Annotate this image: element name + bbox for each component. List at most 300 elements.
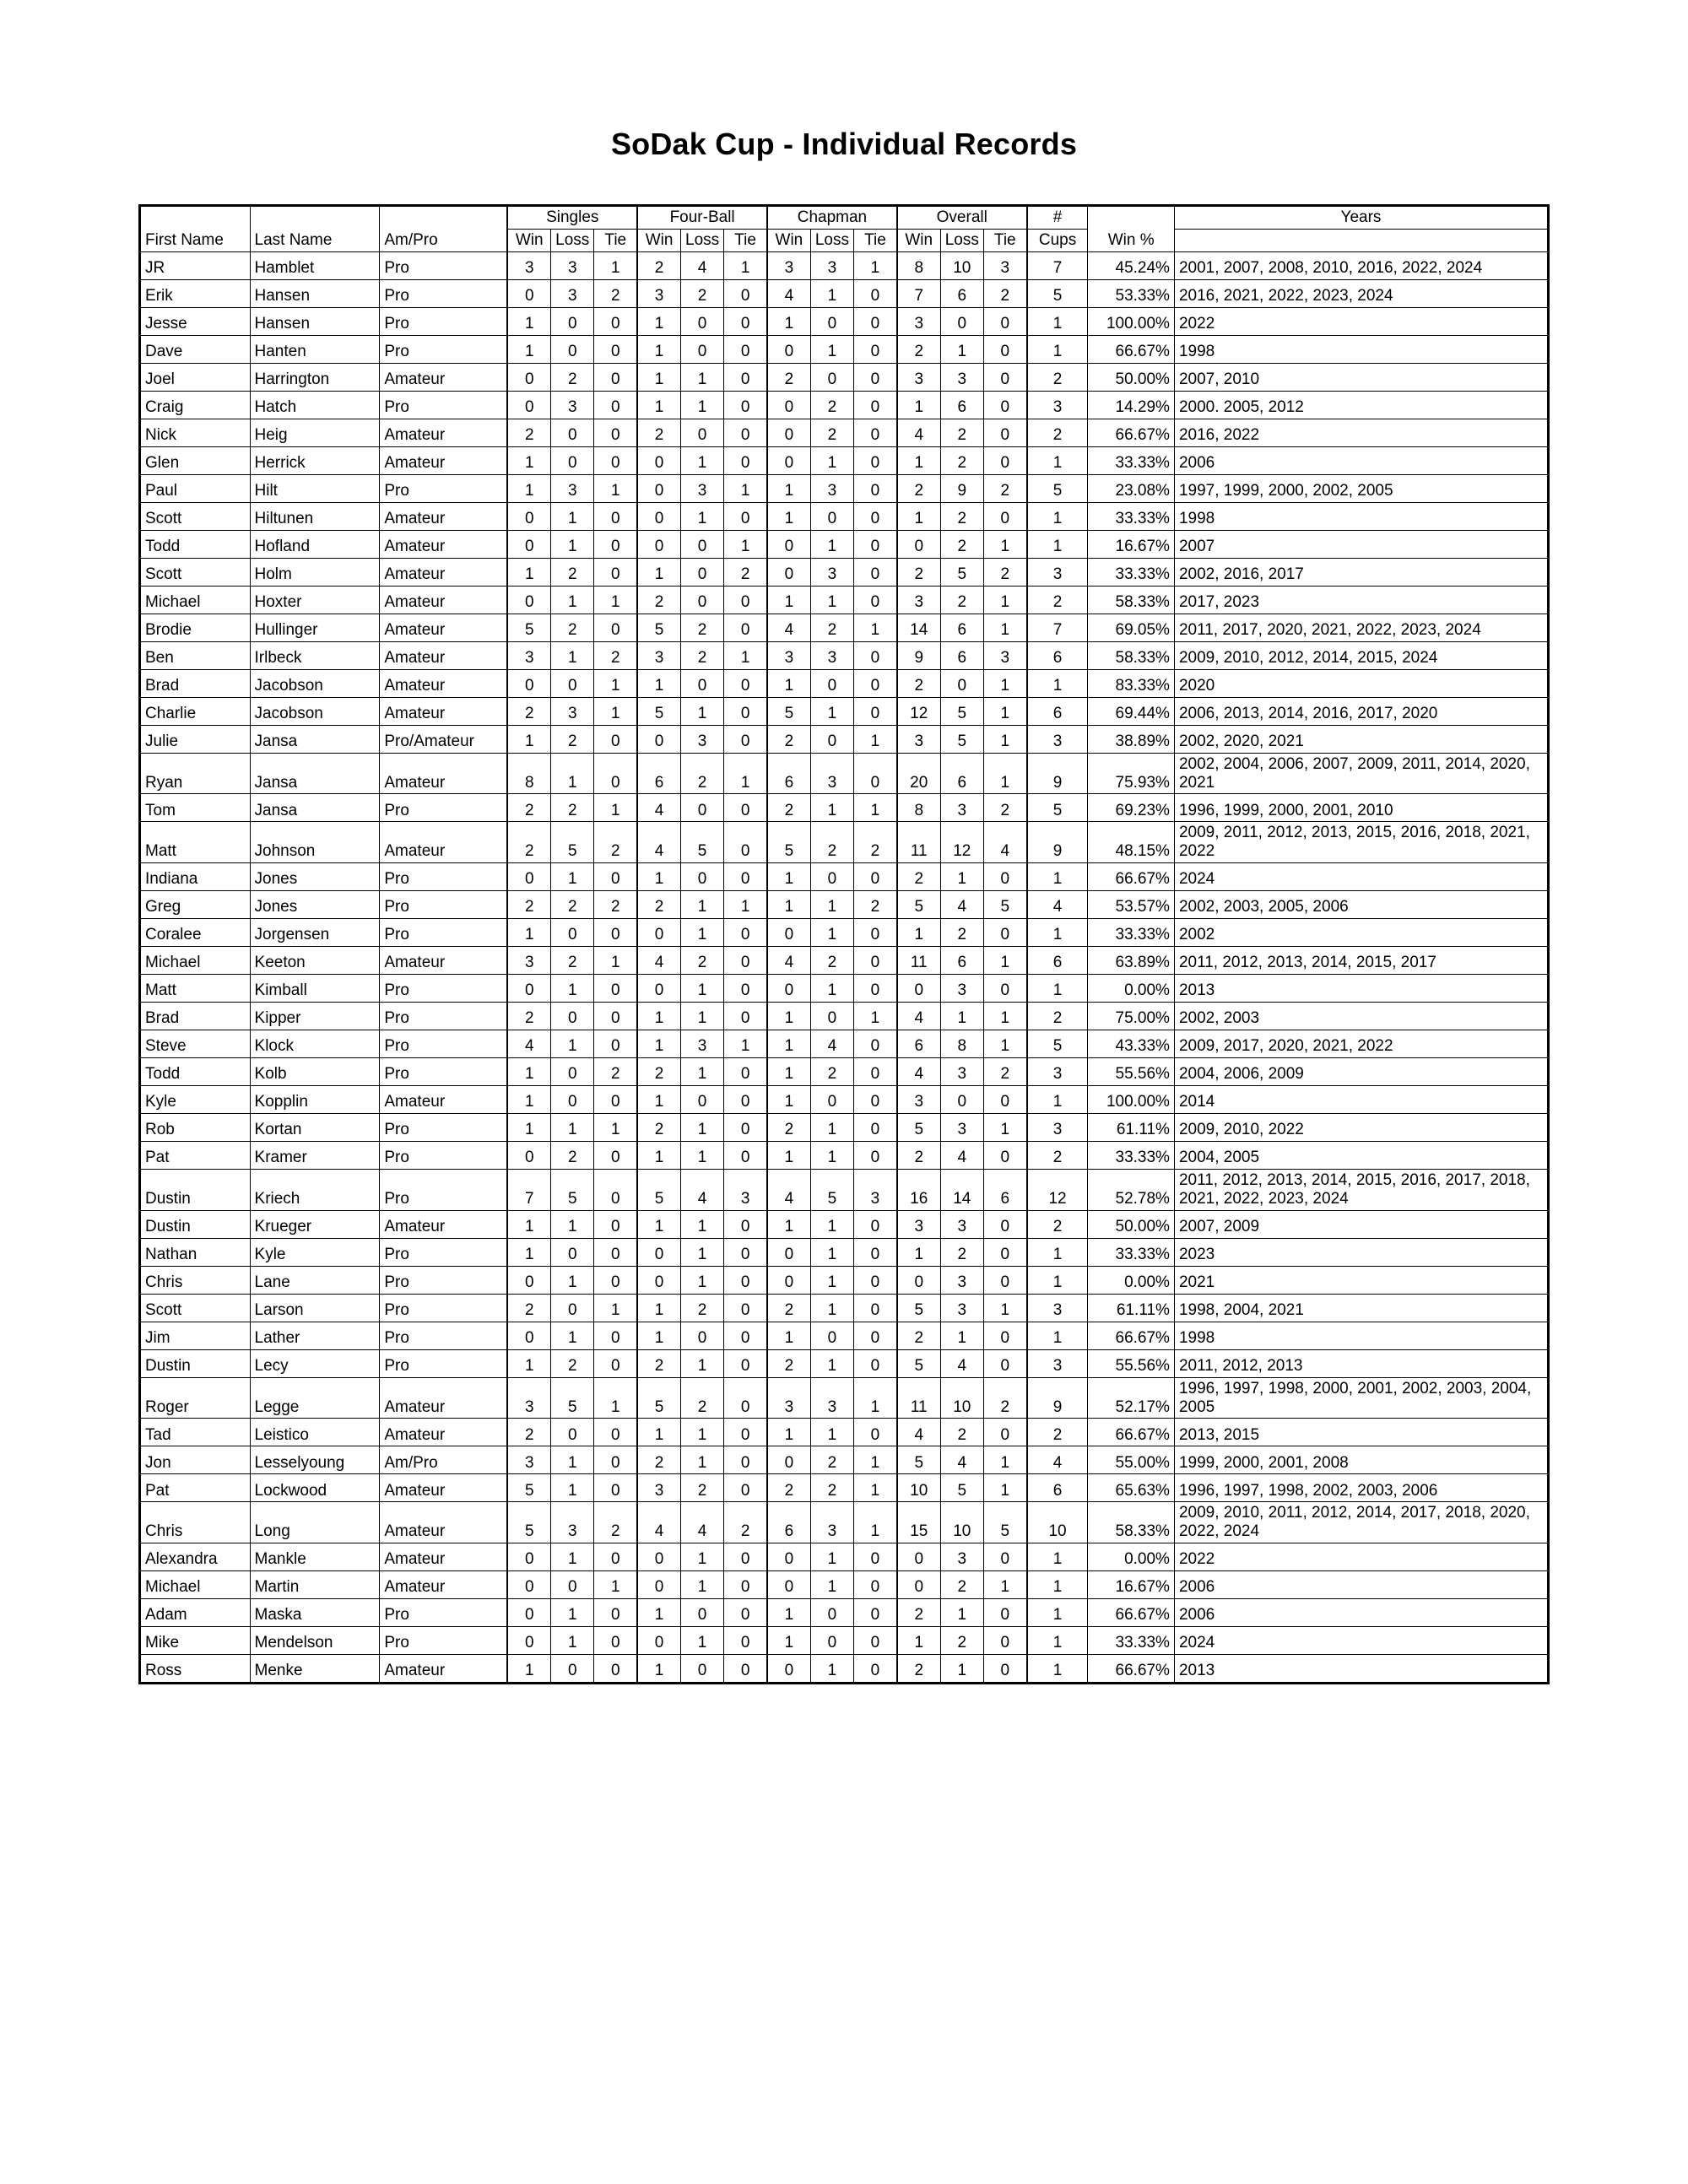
- cell-fourball-tie: 0: [724, 1377, 767, 1419]
- cell-fourball-win: 1: [637, 1030, 680, 1058]
- cell-overall-tie: 1: [983, 725, 1026, 753]
- cell-years: 2002: [1174, 919, 1548, 947]
- cell-fourball-loss: 1: [680, 363, 723, 391]
- cell-years: 1998, 2004, 2021: [1174, 1294, 1548, 1322]
- cell-fourball-win: 0: [637, 1627, 680, 1655]
- cell-last-name: Keeton: [250, 947, 380, 975]
- cell-last-name: Harrington: [250, 363, 380, 391]
- table-row: [140, 1058, 1549, 1086]
- cell-win-pct: 69.44%: [1088, 697, 1175, 725]
- cell-am-pro: Amateur: [380, 363, 508, 391]
- cell-first-name: Craig: [140, 391, 251, 419]
- cell-singles-win: 1: [507, 1349, 550, 1377]
- cell-overall-win: 2: [897, 1322, 940, 1349]
- cell-singles-win: 0: [507, 530, 550, 558]
- cell-chapman-win: 1: [767, 1030, 810, 1058]
- cell-win-pct: 100.00%: [1088, 1086, 1175, 1114]
- cell-chapman-loss: 1: [810, 1294, 853, 1322]
- cell-chapman-loss: 1: [810, 1543, 853, 1571]
- cell-chapman-tie: 0: [854, 1030, 897, 1058]
- cell-chapman-win: 4: [767, 947, 810, 975]
- cell-last-name: Menke: [250, 1655, 380, 1684]
- cell-chapman-win: 4: [767, 1170, 810, 1211]
- table-row: [140, 307, 1549, 335]
- cell-fourball-tie: 0: [724, 391, 767, 419]
- page-title: SoDak Cup - Individual Records: [610, 127, 1078, 161]
- cell-chapman-win: 2: [767, 794, 810, 822]
- cell-am-pro: Amateur: [380, 1502, 508, 1543]
- cell-singles-loss: 0: [551, 1655, 594, 1684]
- cell-first-name: Charlie: [140, 697, 251, 725]
- cell-overall-win: 9: [897, 641, 940, 669]
- cell-overall-loss: 5: [940, 725, 983, 753]
- cell-win-pct: 75.00%: [1088, 1003, 1175, 1030]
- cell-overall-win: 5: [897, 891, 940, 919]
- cell-first-name: Joel: [140, 363, 251, 391]
- cell-singles-tie: 0: [594, 530, 637, 558]
- table-row: [140, 641, 1549, 669]
- cell-fourball-tie: 1: [724, 1030, 767, 1058]
- cell-singles-win: 8: [507, 753, 550, 794]
- cell-overall-loss: 8: [940, 1030, 983, 1058]
- cell-chapman-win: 1: [767, 1599, 810, 1627]
- cell-fourball-tie: 0: [724, 335, 767, 363]
- col-header-last-name: Last Name: [250, 206, 380, 252]
- cell-cups: 3: [1027, 1058, 1088, 1086]
- cell-chapman-loss: 0: [810, 725, 853, 753]
- cell-fourball-win: 1: [637, 363, 680, 391]
- cell-am-pro: Pro: [380, 1003, 508, 1030]
- cell-fourball-tie: 0: [724, 947, 767, 975]
- cell-singles-tie: 1: [594, 251, 637, 279]
- cell-first-name: Dustin: [140, 1210, 251, 1238]
- cell-win-pct: 23.08%: [1088, 474, 1175, 502]
- cell-singles-loss: 1: [551, 753, 594, 794]
- table-row: [140, 1210, 1549, 1238]
- cell-win-pct: 53.57%: [1088, 891, 1175, 919]
- cell-fourball-win: 2: [637, 419, 680, 446]
- cell-first-name: Ross: [140, 1655, 251, 1684]
- cell-singles-loss: 2: [551, 614, 594, 641]
- cell-win-pct: 0.00%: [1088, 1266, 1175, 1294]
- cell-chapman-win: 6: [767, 1502, 810, 1543]
- cell-last-name: Hullinger: [250, 614, 380, 641]
- cell-overall-win: 5: [897, 1294, 940, 1322]
- cell-chapman-win: 0: [767, 419, 810, 446]
- cell-cups: 1: [1027, 863, 1088, 891]
- cell-chapman-tie: 0: [854, 697, 897, 725]
- cell-cups: 1: [1027, 1571, 1088, 1599]
- cell-fourball-tie: 0: [724, 1543, 767, 1571]
- cell-overall-tie: 1: [983, 1571, 1026, 1599]
- cell-last-name: Hansen: [250, 279, 380, 307]
- table-row: [140, 697, 1549, 725]
- cell-fourball-tie: 0: [724, 1238, 767, 1266]
- cell-singles-win: 5: [507, 614, 550, 641]
- cell-last-name: Klock: [250, 1030, 380, 1058]
- cell-cups: 3: [1027, 1349, 1088, 1377]
- cell-overall-win: 3: [897, 725, 940, 753]
- cell-fourball-tie: 0: [724, 502, 767, 530]
- cell-cups: 1: [1027, 669, 1088, 697]
- cell-overall-win: 4: [897, 419, 940, 446]
- cell-chapman-tie: 1: [854, 725, 897, 753]
- cell-cups: 1: [1027, 335, 1088, 363]
- cell-fourball-tie: 0: [724, 1142, 767, 1170]
- table-row: [140, 822, 1549, 863]
- cell-overall-win: 1: [897, 1627, 940, 1655]
- cell-overall-win: 3: [897, 586, 940, 614]
- cell-singles-tie: 0: [594, 1003, 637, 1030]
- cell-am-pro: Pro: [380, 307, 508, 335]
- cell-chapman-tie: 0: [854, 446, 897, 474]
- cell-chapman-win: 5: [767, 697, 810, 725]
- table-row: [140, 391, 1549, 419]
- cell-fourball-loss: 2: [680, 947, 723, 975]
- cell-overall-win: 0: [897, 1571, 940, 1599]
- cell-am-pro: Amateur: [380, 822, 508, 863]
- cell-win-pct: 69.23%: [1088, 794, 1175, 822]
- cell-years: 2022: [1174, 307, 1548, 335]
- cell-first-name: Steve: [140, 1030, 251, 1058]
- cell-fourball-win: 0: [637, 1543, 680, 1571]
- cell-fourball-win: 0: [637, 1238, 680, 1266]
- cell-fourball-tie: 0: [724, 1294, 767, 1322]
- cell-overall-loss: 2: [940, 502, 983, 530]
- cell-singles-loss: 3: [551, 391, 594, 419]
- cell-fourball-loss: 4: [680, 1170, 723, 1211]
- cell-singles-win: 2: [507, 1003, 550, 1030]
- cell-overall-win: 14: [897, 614, 940, 641]
- cell-chapman-win: 2: [767, 1114, 810, 1142]
- cell-chapman-loss: 0: [810, 1086, 853, 1114]
- cell-overall-win: 2: [897, 1655, 940, 1684]
- cell-overall-tie: 3: [983, 251, 1026, 279]
- cell-fourball-tie: 0: [724, 1349, 767, 1377]
- cell-overall-loss: 0: [940, 669, 983, 697]
- cell-last-name: Irlbeck: [250, 641, 380, 669]
- cell-overall-loss: 6: [940, 947, 983, 975]
- cell-singles-tie: 0: [594, 1474, 637, 1502]
- cell-first-name: Pat: [140, 1474, 251, 1502]
- cell-singles-loss: 3: [551, 474, 594, 502]
- cell-singles-tie: 0: [594, 919, 637, 947]
- cell-chapman-loss: 3: [810, 474, 853, 502]
- cell-fourball-loss: 2: [680, 614, 723, 641]
- table-row: [140, 614, 1549, 641]
- cell-cups: 1: [1027, 975, 1088, 1003]
- cell-chapman-loss: 0: [810, 863, 853, 891]
- cell-overall-win: 11: [897, 822, 940, 863]
- cell-singles-loss: 0: [551, 446, 594, 474]
- individual-records-table: [138, 204, 1550, 1684]
- cell-chapman-tie: 1: [854, 1474, 897, 1502]
- table-row: [140, 1571, 1549, 1599]
- cell-singles-win: 4: [507, 1030, 550, 1058]
- cell-last-name: Jacobson: [250, 669, 380, 697]
- cell-singles-tie: 0: [594, 753, 637, 794]
- cell-cups: 1: [1027, 1238, 1088, 1266]
- cell-years: 2002, 2003: [1174, 1003, 1548, 1030]
- cell-chapman-loss: 3: [810, 753, 853, 794]
- cell-chapman-win: 0: [767, 558, 810, 586]
- table-row: [140, 1474, 1549, 1502]
- cell-years: 2004, 2005: [1174, 1142, 1548, 1170]
- cell-chapman-win: 1: [767, 307, 810, 335]
- cell-chapman-tie: 0: [854, 474, 897, 502]
- cell-singles-win: 1: [507, 1086, 550, 1114]
- cell-chapman-tie: 0: [854, 1571, 897, 1599]
- cell-chapman-loss: 2: [810, 419, 853, 446]
- cell-fourball-loss: 1: [680, 1446, 723, 1474]
- col-header-years-blank: [1174, 229, 1548, 251]
- cell-fourball-win: 2: [637, 1446, 680, 1474]
- cell-overall-tie: 0: [983, 1419, 1026, 1446]
- cell-chapman-win: 0: [767, 1238, 810, 1266]
- cell-fourball-loss: 1: [680, 919, 723, 947]
- cell-singles-win: 0: [507, 863, 550, 891]
- cell-fourball-loss: 1: [680, 1627, 723, 1655]
- cell-fourball-loss: 0: [680, 794, 723, 822]
- cell-fourball-win: 2: [637, 586, 680, 614]
- cell-fourball-loss: 1: [680, 1114, 723, 1142]
- cell-first-name: Coralee: [140, 919, 251, 947]
- cell-chapman-loss: 3: [810, 558, 853, 586]
- cell-overall-tie: 0: [983, 1543, 1026, 1571]
- cell-chapman-loss: 0: [810, 1599, 853, 1627]
- cell-am-pro: Amateur: [380, 669, 508, 697]
- cell-chapman-win: 0: [767, 446, 810, 474]
- cell-fourball-loss: 2: [680, 1474, 723, 1502]
- cell-am-pro: Amateur: [380, 1210, 508, 1238]
- cell-fourball-loss: 1: [680, 1419, 723, 1446]
- cell-singles-loss: 1: [551, 1627, 594, 1655]
- cell-overall-loss: 3: [940, 1114, 983, 1142]
- cell-singles-tie: 0: [594, 1142, 637, 1170]
- cell-cups: 10: [1027, 1502, 1088, 1543]
- cell-years: 2002, 2003, 2005, 2006: [1174, 891, 1548, 919]
- cell-chapman-loss: 1: [810, 1349, 853, 1377]
- cell-chapman-loss: 3: [810, 1502, 853, 1543]
- cell-overall-loss: 2: [940, 1627, 983, 1655]
- cell-chapman-win: 1: [767, 1003, 810, 1030]
- cell-fourball-tie: 1: [724, 753, 767, 794]
- cell-win-pct: 50.00%: [1088, 1210, 1175, 1238]
- cell-fourball-loss: 0: [680, 558, 723, 586]
- cell-fourball-loss: 0: [680, 669, 723, 697]
- cell-overall-win: 5: [897, 1114, 940, 1142]
- cell-cups: 1: [1027, 1655, 1088, 1684]
- cell-chapman-loss: 4: [810, 1030, 853, 1058]
- cell-singles-loss: 2: [551, 363, 594, 391]
- cell-fourball-loss: 0: [680, 1086, 723, 1114]
- cell-singles-loss: 0: [551, 1571, 594, 1599]
- cell-years: 2023: [1174, 1238, 1548, 1266]
- cell-years: 2002, 2020, 2021: [1174, 725, 1548, 753]
- cell-years: 2006: [1174, 446, 1548, 474]
- cell-singles-loss: 2: [551, 725, 594, 753]
- cell-singles-win: 0: [507, 391, 550, 419]
- cell-singles-loss: 0: [551, 919, 594, 947]
- cell-singles-tie: 0: [594, 1266, 637, 1294]
- cell-fourball-loss: 0: [680, 335, 723, 363]
- cell-chapman-loss: 1: [810, 1238, 853, 1266]
- cell-years: 1998: [1174, 1322, 1548, 1349]
- cell-win-pct: 75.93%: [1088, 753, 1175, 794]
- cell-overall-win: 2: [897, 335, 940, 363]
- cell-win-pct: 66.67%: [1088, 1599, 1175, 1627]
- cell-win-pct: 53.33%: [1088, 279, 1175, 307]
- cell-last-name: Leistico: [250, 1419, 380, 1446]
- cell-fourball-tie: 0: [724, 614, 767, 641]
- cell-singles-win: 2: [507, 794, 550, 822]
- cell-chapman-tie: 1: [854, 1446, 897, 1474]
- cell-fourball-win: 1: [637, 391, 680, 419]
- cell-fourball-win: 3: [637, 279, 680, 307]
- cell-singles-loss: 1: [551, 1210, 594, 1238]
- cell-first-name: Greg: [140, 891, 251, 919]
- cell-last-name: Long: [250, 1502, 380, 1543]
- cell-singles-tie: 0: [594, 1419, 637, 1446]
- cell-years: 2006: [1174, 1599, 1548, 1627]
- cell-singles-tie: 2: [594, 1502, 637, 1543]
- cell-chapman-tie: 0: [854, 1142, 897, 1170]
- table-row: [140, 558, 1549, 586]
- cell-years: 2011, 2012, 2013: [1174, 1349, 1548, 1377]
- cell-chapman-tie: 0: [854, 1294, 897, 1322]
- cell-overall-win: 7: [897, 279, 940, 307]
- table-row: [140, 1030, 1549, 1058]
- cell-win-pct: 33.33%: [1088, 558, 1175, 586]
- cell-singles-win: 1: [507, 919, 550, 947]
- cell-overall-loss: 1: [940, 1003, 983, 1030]
- cell-overall-win: 6: [897, 1030, 940, 1058]
- cell-win-pct: 0.00%: [1088, 975, 1175, 1003]
- cell-first-name: Dustin: [140, 1170, 251, 1211]
- cell-singles-win: 0: [507, 1571, 550, 1599]
- cell-fourball-tie: 0: [724, 1571, 767, 1599]
- cell-overall-loss: 3: [940, 794, 983, 822]
- cell-years: 2009, 2010, 2012, 2014, 2015, 2024: [1174, 641, 1548, 669]
- cell-am-pro: Pro: [380, 1170, 508, 1211]
- cell-overall-loss: 3: [940, 1210, 983, 1238]
- cell-fourball-win: 1: [637, 863, 680, 891]
- cell-fourball-tie: 0: [724, 1599, 767, 1627]
- cell-overall-loss: 10: [940, 251, 983, 279]
- cell-fourball-tie: 1: [724, 251, 767, 279]
- cell-first-name: Julie: [140, 725, 251, 753]
- table-row: [140, 1294, 1549, 1322]
- cell-cups: 1: [1027, 530, 1088, 558]
- cell-chapman-tie: 1: [854, 251, 897, 279]
- cell-first-name: Nick: [140, 419, 251, 446]
- cell-first-name: Matt: [140, 822, 251, 863]
- cell-years: 1996, 1997, 1998, 2002, 2003, 2006: [1174, 1474, 1548, 1502]
- cell-win-pct: 66.67%: [1088, 1655, 1175, 1684]
- cell-first-name: Rob: [140, 1114, 251, 1142]
- cell-last-name: Hanten: [250, 335, 380, 363]
- cell-overall-loss: 10: [940, 1502, 983, 1543]
- cell-overall-loss: 2: [940, 419, 983, 446]
- cell-years: 2006: [1174, 1571, 1548, 1599]
- cell-overall-loss: 3: [940, 363, 983, 391]
- cell-singles-tie: 0: [594, 558, 637, 586]
- cell-overall-win: 10: [897, 1474, 940, 1502]
- cell-chapman-loss: 1: [810, 891, 853, 919]
- cell-last-name: Jansa: [250, 753, 380, 794]
- cell-last-name: Hilt: [250, 474, 380, 502]
- cell-fourball-loss: 1: [680, 1210, 723, 1238]
- table-row: [140, 446, 1549, 474]
- cell-fourball-win: 5: [637, 1170, 680, 1211]
- cell-win-pct: 83.33%: [1088, 669, 1175, 697]
- cell-first-name: Tom: [140, 794, 251, 822]
- cell-years: 2011, 2017, 2020, 2021, 2022, 2023, 2024: [1174, 614, 1548, 641]
- cell-singles-tie: 1: [594, 697, 637, 725]
- cell-fourball-loss: 3: [680, 1030, 723, 1058]
- cell-fourball-tie: 0: [724, 975, 767, 1003]
- cell-overall-tie: 0: [983, 363, 1026, 391]
- cell-last-name: Kriech: [250, 1170, 380, 1211]
- cell-chapman-loss: 1: [810, 1266, 853, 1294]
- cell-last-name: Krueger: [250, 1210, 380, 1238]
- cell-fourball-tie: 2: [724, 558, 767, 586]
- cell-win-pct: 0.00%: [1088, 1543, 1175, 1571]
- cell-singles-tie: 1: [594, 474, 637, 502]
- cell-overall-win: 12: [897, 697, 940, 725]
- cell-overall-win: 0: [897, 530, 940, 558]
- cell-last-name: Johnson: [250, 822, 380, 863]
- cell-overall-loss: 5: [940, 697, 983, 725]
- cell-win-pct: 55.56%: [1088, 1058, 1175, 1086]
- cell-win-pct: 66.67%: [1088, 1419, 1175, 1446]
- cell-first-name: Erik: [140, 279, 251, 307]
- cell-singles-loss: 1: [551, 502, 594, 530]
- group-header-chapman: Chapman: [767, 206, 897, 230]
- cell-last-name: Hansen: [250, 307, 380, 335]
- cell-first-name: Chris: [140, 1266, 251, 1294]
- cell-fourball-win: 5: [637, 614, 680, 641]
- cell-win-pct: 45.24%: [1088, 251, 1175, 279]
- cell-chapman-tie: 0: [854, 1114, 897, 1142]
- cell-am-pro: Pro/Amateur: [380, 725, 508, 753]
- cell-last-name: Lockwood: [250, 1474, 380, 1502]
- cell-years: 2024: [1174, 1627, 1548, 1655]
- cell-overall-tie: 0: [983, 1655, 1026, 1684]
- cell-chapman-win: 2: [767, 1349, 810, 1377]
- cell-chapman-loss: 0: [810, 1322, 853, 1349]
- cell-fourball-win: 1: [637, 1210, 680, 1238]
- cell-singles-win: 0: [507, 502, 550, 530]
- cell-overall-win: 8: [897, 794, 940, 822]
- table-row: [140, 725, 1549, 753]
- cell-singles-loss: 0: [551, 1294, 594, 1322]
- cell-years: 2013: [1174, 1655, 1548, 1684]
- cell-overall-tie: 1: [983, 753, 1026, 794]
- cell-singles-win: 2: [507, 822, 550, 863]
- table-row: [140, 1627, 1549, 1655]
- cell-fourball-tie: 0: [724, 697, 767, 725]
- cell-years: 1997, 1999, 2000, 2002, 2005: [1174, 474, 1548, 502]
- cell-chapman-loss: 2: [810, 1058, 853, 1086]
- cell-singles-win: 0: [507, 1599, 550, 1627]
- cell-years: 2000. 2005, 2012: [1174, 391, 1548, 419]
- cell-fourball-loss: 3: [680, 725, 723, 753]
- cell-fourball-win: 1: [637, 1322, 680, 1349]
- cell-overall-tie: 0: [983, 975, 1026, 1003]
- cell-singles-tie: 0: [594, 863, 637, 891]
- cell-chapman-win: 3: [767, 251, 810, 279]
